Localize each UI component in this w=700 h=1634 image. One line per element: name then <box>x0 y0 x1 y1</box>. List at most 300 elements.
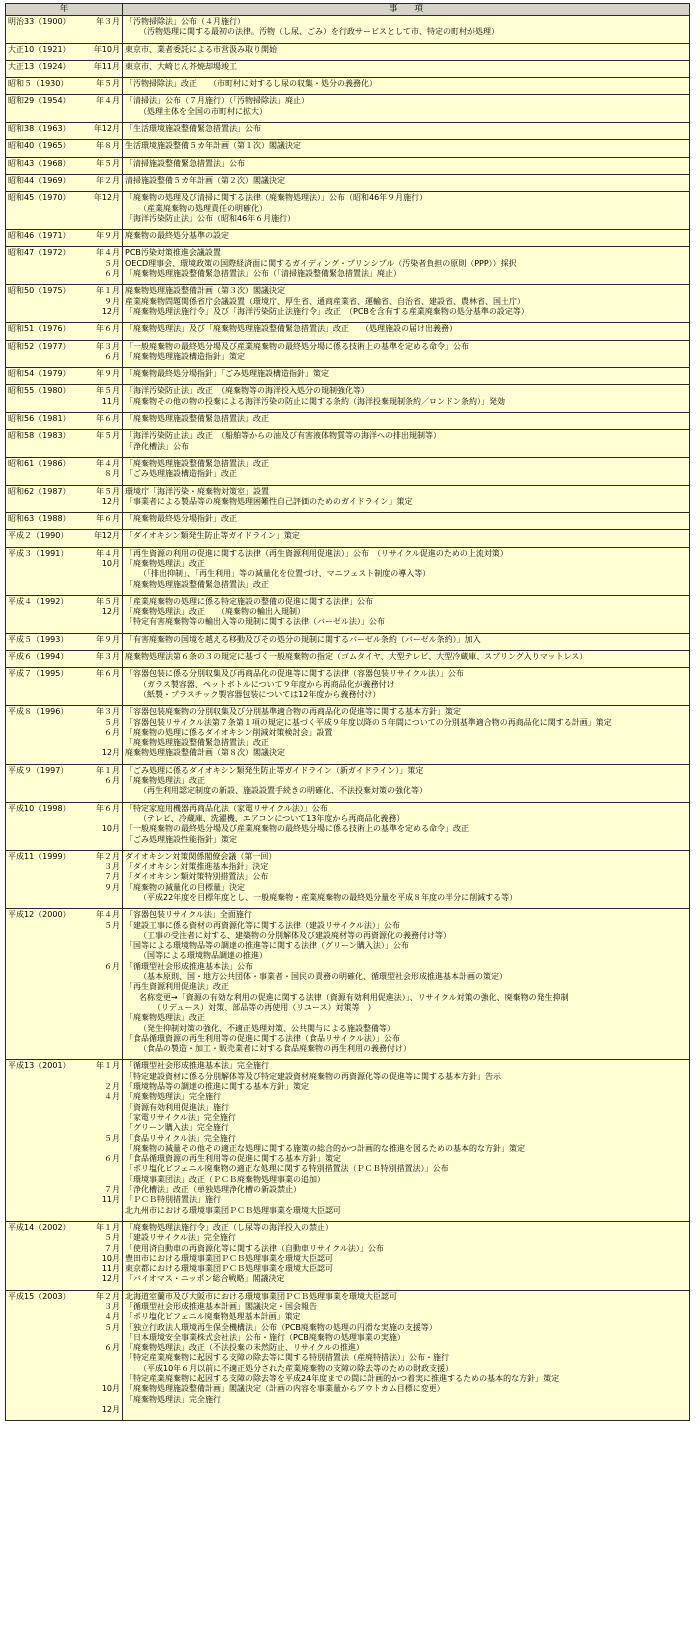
month-line <box>8 1323 120 1333</box>
event-line: OECD理事会、環境政策の国際経済面に関するガイディング・プリンシプル（汚染者負担の原則（PPP））採択 <box>125 258 517 268</box>
year-cell <box>6 909 123 1060</box>
year-line <box>8 79 120 89</box>
event-line: 「容器包装に係る分別収集及び再商品化の促進等に関する法律（容器包装リサイクル法）」公布 <box>125 669 464 679</box>
event-line: 「廃棄物処理法」改正 <box>125 558 205 568</box>
era-label: 昭和58（1983） <box>8 431 71 441</box>
month-line <box>8 931 120 941</box>
event-line: 「食品循環資源の再生利用等の促進に関する基本方針」策定 <box>125 1154 341 1164</box>
month-label: ３月 <box>104 862 120 872</box>
month-line <box>8 883 120 893</box>
table-row <box>6 323 690 340</box>
year-line <box>8 124 120 134</box>
year-line <box>8 531 120 541</box>
event-line: （汚物処理に関する最初の法律。汚物（し尿、ごみ）を行政サービスとして市、特定の町村が処理） <box>139 27 499 37</box>
month-label: ７月 <box>104 1243 120 1253</box>
event-line: （再生利用認定制度の新設、施設設置手続きの明確化、不法投棄対策の強化等） <box>139 786 427 796</box>
table-row <box>6 430 690 458</box>
month-label <box>8 1103 120 1113</box>
month-label: 年４月 <box>96 96 120 106</box>
event-line: 「廃棄物処理法施行令」改正（し尿等の海洋投入の禁止） <box>125 1222 333 1232</box>
month-label <box>8 1395 120 1405</box>
event-line: 東京市、大崎じん芥焼却場竣工 <box>125 61 237 71</box>
event-line: 「廃棄物最終処分場指針」「ごみ処理施設構造指針」策定 <box>125 369 329 379</box>
era-label: 昭和38（1963） <box>8 124 71 134</box>
year-cell <box>6 230 123 247</box>
year-line <box>8 248 120 258</box>
year-line <box>8 1292 120 1302</box>
year-line <box>8 96 120 106</box>
month-label: 年３月 <box>96 341 120 351</box>
month-label: 年３月 <box>96 707 120 717</box>
event-line: 「食品循環資源の再生利用等の促進に関する法律（食品リサイクル法）」公布 <box>125 1033 400 1043</box>
table-row <box>6 764 690 802</box>
year-cell <box>6 457 123 485</box>
month-label: 年４月 <box>96 910 120 920</box>
month-line <box>8 352 120 362</box>
month-line <box>8 776 120 786</box>
era-label: 昭和62（1987） <box>8 486 71 496</box>
event-line: （基本原則、国・地方公共団体・事業者・国民の責務の明確化、循環型社会形成推進基本計画の策定） <box>139 972 507 982</box>
month-label <box>8 941 120 951</box>
year-line <box>8 17 120 27</box>
year-cell <box>6 530 123 547</box>
month-line <box>8 397 120 407</box>
year-cell <box>6 340 123 368</box>
event-line: （テレビ、冷蔵庫、洗濯機、エアコンについて13年度から再商品化義務） <box>139 813 405 823</box>
event-line: 「特定産業廃棄物に起因する支障の除去等を平成24年度までの間に計画的かつ着実に推進するための基本的な方針」策定 <box>125 1374 560 1384</box>
year-line <box>8 141 120 151</box>
month-label <box>8 1144 120 1154</box>
event-line: 「ダイオキシン類対策特別措置法」公布 <box>125 872 269 882</box>
event-cell <box>123 140 690 157</box>
event-line: 「生活環境施設整備緊急措置法」公布 <box>125 124 261 134</box>
year-line <box>8 459 120 469</box>
event-line: 「廃棄物の処理に係るダイオキシン削減対策検討会」設置 <box>125 727 333 737</box>
year-line <box>8 1061 120 1071</box>
month-line <box>8 1302 120 1312</box>
month-line <box>8 1274 120 1284</box>
event-cell <box>123 285 690 323</box>
year-cell <box>6 413 123 430</box>
year-line <box>8 804 120 814</box>
event-line: 「廃棄物最終処分場指針」改正 <box>125 514 237 524</box>
month-line <box>8 1264 120 1274</box>
event-cell <box>123 764 690 802</box>
month-label: 12月 <box>101 1274 120 1284</box>
month-line <box>8 728 120 738</box>
event-line: 「廃棄物処理施設構造指針」策定 <box>125 351 245 361</box>
event-cell <box>123 1290 690 1421</box>
era-label: 昭和43（1968） <box>8 158 71 168</box>
month-line <box>8 1254 120 1264</box>
era-label: 平成15（2003） <box>8 1291 71 1301</box>
month-line <box>8 941 120 951</box>
month-label: 12月 <box>101 306 120 316</box>
event-line: （食品の製造・加工・販売業者に対する食品廃棄物の再生利用の義務付け） <box>139 1044 411 1054</box>
table-row <box>6 457 690 485</box>
event-cell <box>123 909 690 1060</box>
event-line: （国等による環境物品調達の推進） <box>139 951 267 961</box>
event-line: 「ポリ塩化ビフェニル廃棄物の適正な処理に関する特別措置法（ＰＣＢ特別措置法）」公布 <box>125 1164 449 1174</box>
table-row <box>6 1060 690 1221</box>
month-label: ６月 <box>104 1343 120 1353</box>
era-label: 昭和40（1965） <box>8 141 71 151</box>
event-line: 「海洋汚染防止法」改正 （船舶等からの油及び有害液体物質等の海洋への排出規制等） <box>125 431 441 441</box>
month-label: ５月 <box>104 1233 120 1243</box>
month-line <box>8 921 120 931</box>
year-line <box>8 431 120 441</box>
year-line <box>8 487 120 497</box>
month-line <box>8 497 120 507</box>
month-label: ７月 <box>104 1185 120 1195</box>
year-cell <box>6 60 123 77</box>
event-line: 「循環型社会形成推進基本法」公布 <box>125 961 253 971</box>
year-cell <box>6 95 123 123</box>
era-label: 平成８（1996） <box>8 707 69 717</box>
table-row <box>6 547 690 595</box>
era-label: 平成２（1990） <box>8 531 69 541</box>
event-line: 「浄化槽法」改正（単独処理浄化槽の新設禁止） <box>125 1185 301 1195</box>
month-label: 年12月 <box>93 124 120 134</box>
era-label: 昭和46（1971） <box>8 231 71 241</box>
month-label: 11月 <box>101 1195 120 1205</box>
event-line: 「日本環境安全事業株式会社法」公布・施行（PCB廃棄物の処理事業の実施） <box>125 1332 405 1342</box>
table-row <box>6 157 690 174</box>
event-line: 「ダイオキシン類発生防止等ガイドライン」策定 <box>125 531 300 541</box>
year-line <box>8 62 120 72</box>
event-line: 環境庁「海洋汚染・廃棄物対策室」設置 <box>125 486 269 496</box>
table-row <box>6 95 690 123</box>
table-row <box>6 651 690 668</box>
event-line: 東京市、業者委託による市営汲み取り開始 <box>125 44 277 54</box>
month-label: 年２月 <box>96 175 120 185</box>
table-row <box>6 192 690 230</box>
table-body <box>6 16 690 1421</box>
month-line <box>8 738 120 748</box>
year-cell <box>6 668 123 706</box>
month-label: 年10月 <box>93 44 120 54</box>
year-cell <box>6 157 123 174</box>
event-line: 「浄化槽法」公布 <box>125 441 189 451</box>
month-label: ９月 <box>104 296 120 306</box>
year-line <box>8 369 120 379</box>
year-line <box>8 707 120 717</box>
month-label: 10月 <box>101 1384 120 1394</box>
event-line: 「廃棄物処理施設整備緊急措置法」改正 <box>125 579 269 589</box>
table-row <box>6 368 690 385</box>
event-line: （平成10年６月以前に不適正処分された産業廃棄物の支障の除去等のための財政支援） <box>139 1363 454 1373</box>
month-label <box>8 1364 120 1374</box>
event-line: 北九州市における環境事業団ＰＣＢ処理事業を環境大臣認可 <box>125 1205 341 1215</box>
month-label: 10月 <box>101 824 120 834</box>
month-label <box>8 1374 120 1384</box>
event-cell <box>123 1221 690 1290</box>
month-label: ３月 <box>104 1301 120 1311</box>
month-label: 年１月 <box>96 286 120 296</box>
month-label: 年５月 <box>96 596 120 606</box>
event-line: 「海洋汚染防止法」改正 （廃棄物等の海洋投入処分の規制強化等） <box>125 386 369 396</box>
month-label: 年３月 <box>96 652 120 662</box>
month-label: 年３月 <box>96 17 120 26</box>
month-label: ６月 <box>104 269 120 279</box>
year-cell <box>6 633 123 650</box>
era-label: 昭和29（1954） <box>8 96 71 106</box>
year-cell <box>6 1221 123 1290</box>
event-line: 「事業者による製品等の廃棄物処理困難性自己評価のためのガイドライン」策定 <box>125 496 413 506</box>
month-label: ８月 <box>104 469 120 479</box>
era-label: 昭和52（1977） <box>8 341 71 351</box>
event-line: （産業廃棄物の処理責任の明確化） <box>139 203 267 213</box>
event-line: 「建設工事に係る資材の再資源化等に関する法律（建設リサイクル法）」公布 <box>125 920 400 930</box>
era-label: 昭和54（1979） <box>8 369 71 379</box>
era-label: 平成４（1992） <box>8 596 69 606</box>
month-line <box>8 1405 120 1415</box>
event-line: 「汚物掃除法」公布（４月施行） <box>125 17 245 26</box>
event-line: 「環境事業団法」改正（ＰＣＢ廃棄物処理事業の追加） <box>125 1174 325 1184</box>
event-line: （リデュース）対策、部品等の再使用（リユース）対策等 ） <box>153 1002 376 1012</box>
month-label: 年２月 <box>96 1291 120 1301</box>
event-line: 「廃棄物処理施設整備緊急措置法」改正 <box>125 458 269 468</box>
month-label: ６月 <box>104 1154 120 1164</box>
event-cell <box>123 668 690 706</box>
year-cell <box>6 547 123 595</box>
month-label: 年５月 <box>96 79 120 89</box>
event-line: 「廃棄物その他の物の投棄による海洋汚染の防止に関する条約（海洋投棄規制条約／ロンドン条約）」発効 <box>125 396 505 406</box>
event-cell <box>123 413 690 430</box>
month-line <box>8 1154 120 1164</box>
year-cell <box>6 285 123 323</box>
month-line <box>8 1233 120 1243</box>
month-line <box>8 1333 120 1343</box>
event-line: 廃棄物処理法第６条の３の規定に基づく一般廃棄物の指定（ゴムタイヤ、大型テレビ、大型冷蔵庫、スプリング入りマットレス） <box>125 652 588 662</box>
header-event: 事 項 <box>123 4 690 16</box>
event-line: 「廃棄物処理法」改正 （廃棄物の輸出入規制） <box>125 607 305 617</box>
table-row <box>6 247 690 285</box>
month-label: 年６月 <box>96 414 120 424</box>
table-row <box>6 706 690 764</box>
event-line: 廃棄物の最終処分基準の設定 <box>125 231 229 241</box>
year-cell <box>6 78 123 95</box>
event-cell <box>123 485 690 513</box>
month-label: ５月 <box>104 258 120 268</box>
month-label: ５月 <box>104 717 120 727</box>
event-line: （紙製・プラスチック製容器包装については12年度から義務付け） <box>139 689 381 699</box>
year-cell <box>6 485 123 513</box>
table-row <box>6 385 690 413</box>
year-line <box>8 549 120 559</box>
event-line: 「廃棄物処理施設整備緊急措置法」改正 <box>125 738 269 748</box>
month-label <box>8 1113 120 1123</box>
event-line: 「廃棄物処理法」完全施行 <box>125 1394 221 1404</box>
month-line <box>8 1103 120 1113</box>
header-year: 年 <box>6 4 123 16</box>
event-line: 「産業廃棄物の処理に係る特定施設の整備の促進に関する法律」公布 <box>125 596 373 606</box>
year-line <box>8 286 120 296</box>
year-cell <box>6 174 123 191</box>
year-cell <box>6 368 123 385</box>
event-line: 「廃棄物の減量化の目標量」決定 <box>125 882 245 892</box>
year-cell <box>6 651 123 668</box>
month-line <box>8 1353 120 1363</box>
year-cell <box>6 764 123 802</box>
event-line: （ガラス製容器、ペットボトルについて９年度から再商品化が義務付け <box>139 679 395 689</box>
month-line <box>8 1092 120 1102</box>
month-label: ５月 <box>104 1133 120 1143</box>
event-line: 「ごみ処理に係るダイオキシン類発生防止等ガイドライン（新ガイドライン）」策定 <box>125 765 424 775</box>
event-cell <box>123 157 690 174</box>
year-cell <box>6 16 123 44</box>
event-cell <box>123 95 690 123</box>
year-line <box>8 342 120 352</box>
month-line <box>8 1175 120 1185</box>
month-label: 10月 <box>101 558 120 568</box>
year-line <box>8 45 120 55</box>
event-line: 「建設リサイクル法」完全施行 <box>125 1233 236 1243</box>
event-cell <box>123 651 690 668</box>
month-label: 年６月 <box>96 324 120 334</box>
event-line: 「循環型社会形成推進基本計画」閣議決定・国会報告 <box>125 1301 317 1311</box>
era-label: 大正13（1924） <box>8 61 71 71</box>
event-cell <box>123 230 690 247</box>
year-cell <box>6 802 123 850</box>
year-line <box>8 766 120 776</box>
month-label: ４月 <box>104 1312 120 1322</box>
month-label: 年１月 <box>96 1222 120 1232</box>
event-line: 「海洋汚染防止法」公布（昭和46年６月施行） <box>125 213 296 223</box>
year-line <box>8 635 120 645</box>
year-line <box>8 852 120 862</box>
table-row <box>6 1221 690 1290</box>
year-line <box>8 414 120 424</box>
event-cell <box>123 1060 690 1221</box>
month-label: 10月 <box>101 1253 120 1263</box>
month-line <box>8 862 120 872</box>
era-label: 昭和44（1969） <box>8 175 71 185</box>
event-line: 「環境物品等の調達の推進に関する基本方針」策定 <box>125 1082 309 1092</box>
month-label: ７月 <box>104 872 120 882</box>
event-line: 「廃棄物処理施設整備計画」閣議決定（計画の内容を事業量からアウトカム目標に変更） <box>125 1384 445 1394</box>
event-cell <box>123 78 690 95</box>
table-row <box>6 78 690 95</box>
month-label: 年４月 <box>96 248 120 258</box>
month-label: ６月 <box>104 961 120 971</box>
event-line: 「バイオマス・ニッポン総合戦略」閣議決定 <box>125 1274 285 1284</box>
month-label: ９月 <box>104 882 120 892</box>
era-label: 昭和63（1988） <box>8 514 71 524</box>
era-label: 平成９（1997） <box>8 765 69 775</box>
month-line <box>8 872 120 882</box>
event-line: （平成22年度を目標年度とし、一般廃棄物・産業廃棄物の最終処分量を平成８年度の半分に削減する等） <box>139 893 518 902</box>
event-line: 「廃棄物処理法」及び「廃棄物処理施設整備緊急措置法」改正 （処理施設の届け出義務） <box>125 324 457 334</box>
event-cell <box>123 323 690 340</box>
month-line <box>8 748 120 758</box>
event-line: 「再生資源利用促進法」改正 <box>125 982 229 992</box>
month-label: 12月 <box>101 1404 120 1414</box>
month-label <box>8 931 120 941</box>
event-cell <box>123 595 690 633</box>
event-line: 「廃棄物処理法」改正 <box>125 776 205 786</box>
month-label: 11月 <box>101 1264 120 1274</box>
event-line: 廃棄物処理施設整備計画（第３次）閣議決定 <box>125 286 285 296</box>
month-line <box>8 1185 120 1195</box>
month-line <box>8 1164 120 1174</box>
month-line <box>8 1364 120 1374</box>
era-label: 平成５（1993） <box>8 634 69 644</box>
month-line <box>8 297 120 307</box>
month-label: 年５月 <box>96 431 120 441</box>
month-label: ５月 <box>104 920 120 930</box>
month-line <box>8 1113 120 1123</box>
month-label <box>8 738 120 748</box>
era-label: 平成６（1994） <box>8 652 69 662</box>
event-line: （工事の受注者に対する、建築物の分別解体及び建設廃材等の再資源化の義務付け等） <box>139 930 451 940</box>
table-row <box>6 485 690 513</box>
event-cell <box>123 850 690 908</box>
year-cell <box>6 706 123 764</box>
table-row <box>6 850 690 908</box>
era-label: 昭和45（1970） <box>8 193 71 203</box>
month-label <box>8 1164 120 1174</box>
event-line: 「使用済自動車の再資源化等に関する法律（自動車リサイクル法）」公布 <box>125 1243 384 1253</box>
event-line: 産業廃棄物問題関係省庁会議設置（環境庁、厚生省、通商産業省、運輸省、自治省、建設省、農林省、国土庁） <box>125 296 525 306</box>
era-label: 昭和56（1981） <box>8 414 71 424</box>
month-line <box>8 607 120 617</box>
event-line: 「食品リサイクル法」完全施行 <box>125 1133 236 1143</box>
month-label: ６月 <box>104 776 120 786</box>
table-row <box>6 802 690 850</box>
event-line: 「廃棄物処理法」改正（不法投棄の未然防止、リサイクルの推進） <box>125 1343 364 1353</box>
event-line: 「特定有害廃棄物等の輸出入等の規制に関する法律（バーゼル法）」公布 <box>125 617 385 627</box>
event-cell <box>123 340 690 368</box>
month-label <box>8 1175 120 1185</box>
era-label: 平成12（2000） <box>8 910 71 920</box>
year-line <box>8 910 120 920</box>
event-line: ダイオキシン対策関係閣僚会議（第一回） <box>125 851 277 861</box>
month-label: 年９月 <box>96 231 120 241</box>
month-label: 年５月 <box>96 158 120 168</box>
month-label: ４月 <box>104 1092 120 1102</box>
table-row <box>6 595 690 633</box>
month-line <box>8 469 120 479</box>
event-line: 「国等による環境物品等の調達の推進等に関する法律（グリーン購入法）」公布 <box>125 941 409 951</box>
table-row <box>6 530 690 547</box>
month-line <box>8 1384 120 1394</box>
month-line <box>8 259 120 269</box>
month-label: 年12月 <box>93 193 120 203</box>
table-row <box>6 668 690 706</box>
table-row <box>6 413 690 430</box>
month-label: 年６月 <box>96 803 120 813</box>
era-label: 昭和47（1972） <box>8 248 71 258</box>
month-line <box>8 1072 120 1082</box>
table-row <box>6 43 690 60</box>
table-row <box>6 60 690 77</box>
month-line <box>8 269 120 279</box>
month-label: ６月 <box>104 727 120 737</box>
year-line <box>8 597 120 607</box>
month-label: 年５月 <box>96 386 120 396</box>
event-cell <box>123 530 690 547</box>
event-line: 「一般廃棄物の最終処分場及び産業廃棄物の最終処分場に係る技術上の基準を定める命令」改正 <box>125 824 469 834</box>
month-label <box>8 814 120 824</box>
year-line <box>8 652 120 662</box>
table-row <box>6 1290 690 1421</box>
event-line: 「特定産業廃棄物に起因する支障の除去等に関する特別措置法（産廃特措法）」公布・施行 <box>125 1353 449 1363</box>
era-label: 昭和50（1975） <box>8 286 71 296</box>
month-label: 年11月 <box>93 61 120 71</box>
year-cell <box>6 140 123 157</box>
event-line: 「有害廃棄物の国境を越える移動及びその処分の規制に関するバーゼル条約（バーゼル条約）」加入 <box>125 634 481 644</box>
